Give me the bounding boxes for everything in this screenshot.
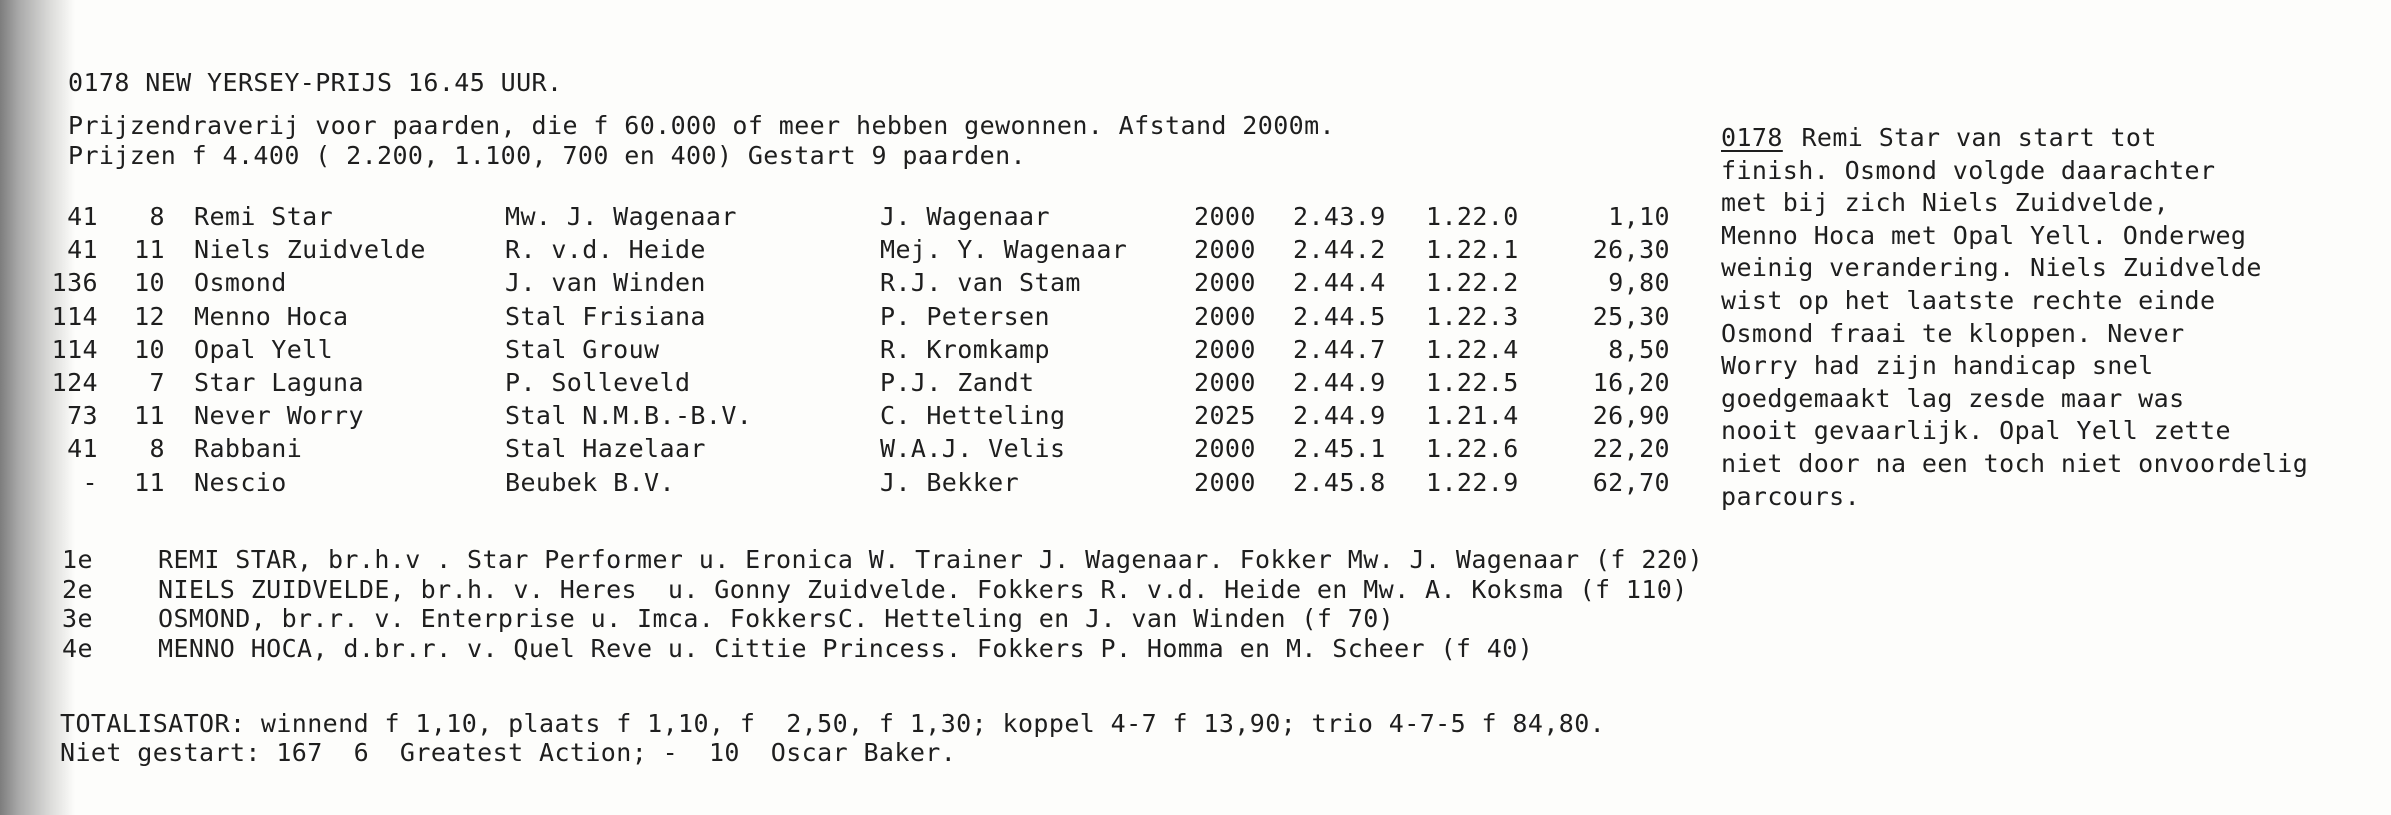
post-number: 10 [134,334,165,364]
horse-name: Never Worry [194,401,364,431]
race-time: 2.45.1 [1293,434,1386,464]
start-number: 136 [51,268,98,298]
km-time: 1.22.2 [1426,268,1519,298]
owner: J. van Winden [505,268,706,298]
race-time: 2.44.4 [1293,268,1386,298]
start-number: 124 [51,368,98,397]
start-number: - [82,467,98,497]
post-number: 11 [134,467,165,497]
distance: 2000 [1194,467,1256,497]
odds: 1,10 [1608,202,1670,231]
horse-name: Star Laguna [194,368,364,397]
race-header: 0178 NEW YERSEY-PRIJS 16.45 UUR. [68,68,563,97]
odds: 22,20 [1592,434,1670,464]
distance: 2000 [1194,368,1256,397]
post-number: 10 [134,268,165,298]
report-line: nooit gevaarlijk. Opal Yell zette [1721,416,2231,446]
owner: R. v.d. Heide [505,235,706,265]
horse-name: Opal Yell [194,334,334,364]
owner: P. Solleveld [505,368,691,397]
post-number: 7 [149,368,165,397]
horse-name: Rabbani [194,434,303,464]
distance: 2000 [1194,202,1256,231]
odds: 26,90 [1592,401,1670,431]
odds: 62,70 [1592,467,1670,497]
km-time: 1.22.3 [1426,301,1519,331]
km-time: 1.22.4 [1426,334,1519,364]
distance: 2025 [1194,401,1256,431]
start-number: 41 [67,202,98,231]
race-time: 2.43.9 [1293,202,1386,231]
distance: 2000 [1194,334,1256,364]
horse-name: Osmond [194,268,287,298]
owner: Beubek B.V. [505,467,675,497]
placing-rank: 1e [62,545,93,574]
distance: 2000 [1194,235,1256,265]
driver: C. Hetteling [880,401,1066,431]
odds: 8,50 [1608,334,1670,364]
driver: W.A.J. Velis [880,434,1066,464]
start-number: 41 [67,235,98,265]
placing-pedigree: NIELS ZUIDVELDE, br.h. v. Heres u. Gonny Zuidvelde. Fokkers R. v.d. Heide en Mw. A. Koksma (f 110) [158,574,1688,604]
driver: J. Bekker [880,467,1020,497]
horse-name: Remi Star [194,202,334,231]
distance: 2000 [1194,268,1256,298]
report-line: goedgemaakt lag zesde maar was [1721,383,2185,413]
start-number: 114 [51,301,98,331]
km-time: 1.22.6 [1426,434,1519,464]
report-line: Osmond fraai te kloppen. Never [1721,318,2185,348]
km-time: 1.22.5 [1426,368,1519,397]
report-line: niet door na een toch niet onvoordelig [1721,449,2309,478]
not-started-line: Niet gestart: 167 6 Greatest Action; - 10 Oscar Baker. [60,738,957,767]
start-number: 41 [67,434,98,464]
distance: 2000 [1194,301,1256,331]
race-time: 2.45.8 [1293,467,1386,497]
odds: 9,80 [1608,268,1670,298]
post-number: 8 [149,434,165,464]
odds: 25,30 [1592,301,1670,331]
driver: Mej. Y. Wagenaar [880,235,1128,265]
post-number: 8 [149,202,165,231]
placing-pedigree: REMI STAR, br.h.v . Star Performer u. Eronica W. Trainer J. Wagenaar. Fokker Mw. J. Wagenaar (f 220) [158,545,1704,574]
race-time: 2.44.7 [1293,334,1386,364]
km-time: 1.22.0 [1426,202,1519,231]
race-condition: Prijzendraverij voor paarden, die f 60.000 of meer hebben gewonnen. Afstand 2000m. [68,111,1336,140]
owner: Stal Hazelaar [505,434,706,464]
km-time: 1.22.1 [1426,235,1519,265]
km-time: 1.22.9 [1426,467,1519,497]
driver: J. Wagenaar [880,202,1050,231]
post-number: 11 [134,235,165,265]
placing-rank: 4e [62,633,93,663]
placing-rank: 3e [62,604,93,633]
owner: Mw. J. Wagenaar [505,202,737,231]
owner: Stal N.M.B.-B.V. [505,401,753,431]
post-number: 11 [134,401,165,431]
totalisator-line: TOTALISATOR: winnend f 1,10, plaats f 1,10, f 2,50, f 1,30; koppel 4-7 f 13,90; trio 4-7-5 f 84,80. [60,709,1606,738]
report-line: met bij zich Niels Zuidvelde, [1721,188,2170,218]
km-time: 1.21.4 [1426,401,1519,431]
distance: 2000 [1194,434,1256,464]
horse-name: Menno Hoca [194,301,349,331]
race-time: 2.44.9 [1293,368,1386,397]
driver: P.J. Zandt [880,368,1035,397]
driver: R.J. van Stam [880,268,1081,298]
report-line: Worry had zijn handicap snel [1721,351,2154,381]
post-number: 12 [134,301,165,331]
driver: R. Kromkamp [880,334,1050,364]
race-time: 2.44.5 [1293,301,1386,331]
placing-rank: 2e [62,574,93,604]
report-line: Menno Hoca met Opal Yell. Onderweg [1721,220,2247,250]
horse-name: Niels Zuidvelde [194,235,426,265]
report-line: wist op het laatste rechte einde [1721,286,2216,315]
odds: 16,20 [1592,368,1670,397]
report-line: Remi Star van start tot [1786,123,2157,152]
placing-pedigree: MENNO HOCA, d.br.r. v. Quel Reve u. Cittie Princess. Fokkers P. Homma en M. Scheer (f 40) [158,633,1534,663]
report-line: finish. Osmond volgde daarachter [1721,155,2216,185]
report-line: weinig verandering. Niels Zuidvelde [1721,253,2262,283]
placing-pedigree: OSMOND, br.r. v. Enterprise u. Imca. FokkersC. Hetteling en J. van Winden (f 70) [158,604,1395,633]
owner: Stal Frisiana [505,301,706,331]
start-number: 73 [67,401,98,431]
odds: 26,30 [1592,235,1670,265]
report-line: parcours. [1721,481,1861,511]
start-number: 114 [51,334,98,364]
horse-name: Nescio [194,467,287,497]
owner: Stal Grouw [505,334,660,364]
driver: P. Petersen [880,301,1050,331]
race-time: 2.44.9 [1293,401,1386,431]
report-code: 0178 [1721,123,1783,152]
race-prizes: Prijzen f 4.400 ( 2.200, 1.100, 700 en 400) Gestart 9 paarden. [68,141,1026,170]
race-time: 2.44.2 [1293,235,1386,265]
